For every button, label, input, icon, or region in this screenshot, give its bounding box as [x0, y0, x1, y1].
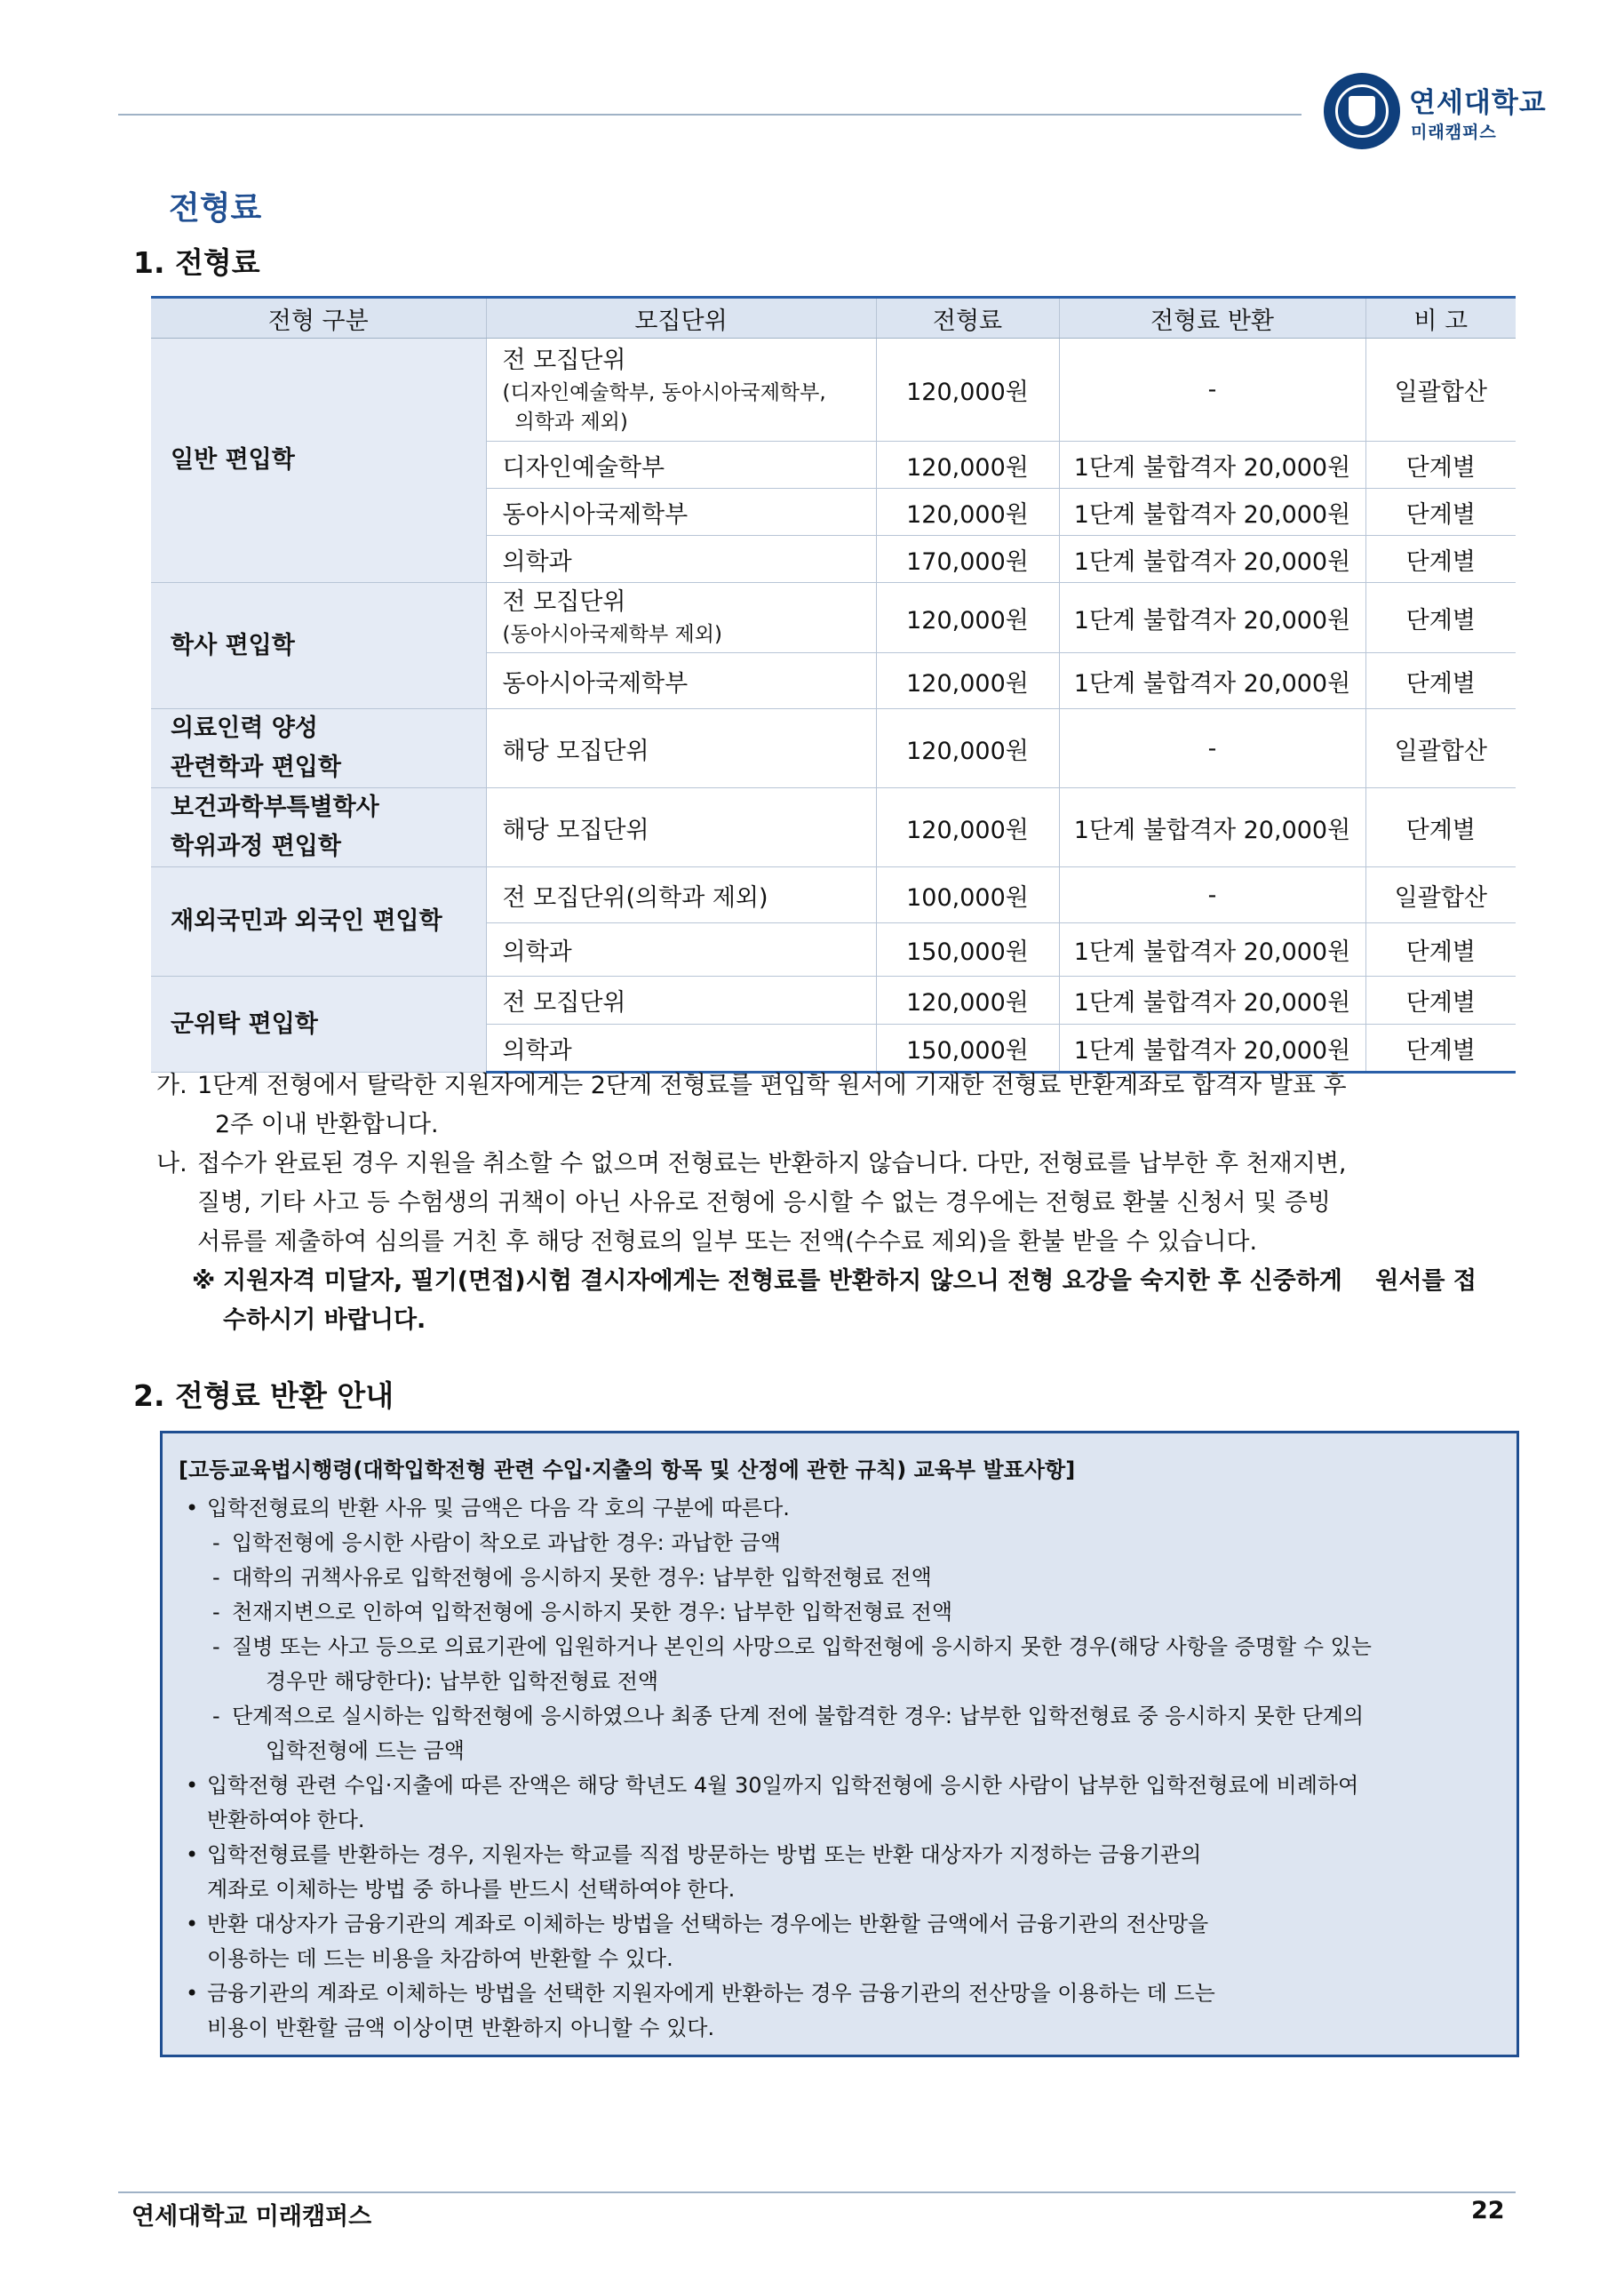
refund-box-title: [고등교육법시행령(대학입학전형 관련 수입·지출의 항목 및 산정에 관한 규칙) 교육부 발표사항] — [179, 1457, 1076, 1482]
table-row — [151, 788, 1516, 867]
unit-cell: 전 모집단위 (동아시아국제학부 제외) — [486, 583, 876, 653]
col-header: 전형 구분 — [151, 298, 486, 339]
note-na — [156, 1145, 1489, 1262]
university-logo — [1324, 73, 1547, 158]
remark-cell: 일괄합산 — [1365, 709, 1516, 788]
col-header: 비 고 — [1365, 298, 1516, 339]
category-cell: 재외국민과 외국인 편입학 — [151, 867, 486, 977]
table-header-row — [151, 298, 1516, 339]
fee-cell: 120,000원 — [876, 653, 1059, 709]
note-text: 2주 이내 반환합니다. — [215, 1111, 439, 1138]
fee-cell: 150,000원 — [876, 923, 1059, 977]
refund-cell: 1단계 불합격자 20,000원 — [1059, 923, 1365, 977]
refund-cell: 1단계 불합격자 20,000원 — [1059, 536, 1365, 583]
page-number: 22 — [1471, 2197, 1505, 2224]
remark-cell: 단계별 — [1365, 583, 1516, 653]
heading-fees: 1. 전형료 — [133, 245, 260, 280]
bullet-item: • 입학전형 관련 수입·지출에 따른 잔액은 해당 학년도 4월 30일까지 입학전형에 응시한 사람이 납부한 입학전형료에 비례하여 반환하여야 한다. — [186, 1773, 1359, 1832]
category-cell: 군위탁 편입학 — [151, 977, 486, 1073]
remark-cell: 일괄합산 — [1365, 339, 1516, 442]
table-row — [151, 867, 1516, 923]
category-cell: 일반 편입학 — [151, 339, 486, 583]
unit-cell: 의학과 — [486, 1025, 876, 1073]
remark-cell: 단계별 — [1365, 788, 1516, 867]
fee-cell: 120,000원 — [876, 339, 1059, 442]
note-text: 서류를 제출하여 심의를 거친 후 해당 전형료의 일부 또는 전액(수수료 제외)을 환불 받을 수 있습니다. — [197, 1228, 1258, 1256]
unit-cell: 의학과 — [486, 923, 876, 977]
unit-cell: 동아시아국제학부 — [486, 489, 876, 536]
logo-name: 연세대학교 — [1409, 87, 1547, 119]
note-text: 질병, 기타 사고 등 수험생의 귀책이 아닌 사유로 전형에 응시할 수 없는 경우에는 전형료 환불 신청서 및 증빙 — [197, 1189, 1332, 1217]
refund-cell: - — [1059, 339, 1365, 442]
dash-item: - 질병 또는 사고 등으로 의료기관에 입원하거나 본인의 사망으로 입학전형에 응시하지 못한 경우(해당 사항을 증명할 수 있는 경우만 해당한다): 납부한 입학전형료 전액 — [212, 1634, 1372, 1694]
category-cell: 의료인력 양성 관련학과 편입학 — [151, 709, 486, 788]
fee-cell: 150,000원 — [876, 1025, 1059, 1073]
remark-cell: 일괄합산 — [1365, 867, 1516, 923]
table-row — [151, 977, 1516, 1025]
category-cell: 보건과학부특별학사 학위과정 편입학 — [151, 788, 486, 867]
bullet-item: • 입학전형료의 반환 사유 및 금액은 다음 각 호의 구분에 따른다. — [186, 1496, 790, 1521]
table-row — [151, 583, 1516, 653]
category-cell: 학사 편입학 — [151, 583, 486, 709]
refund-cell: 1단계 불합격자 20,000원 — [1059, 583, 1365, 653]
table-row — [151, 709, 1516, 788]
fee-table — [151, 296, 1516, 1074]
fee-cell: 100,000원 — [876, 867, 1059, 923]
remark-cell: 단계별 — [1365, 653, 1516, 709]
warning-text: 원서를 접수하시기 바랍니다. — [223, 1267, 1477, 1334]
university-seal-icon — [1324, 73, 1400, 149]
fee-cell: 120,000원 — [876, 583, 1059, 653]
remark-cell: 단계별 — [1365, 977, 1516, 1025]
col-header: 모집단위 — [486, 298, 876, 339]
dash-item: - 천재지변으로 인하여 입학전형에 응시하지 못한 경우: 납부한 입학전형료 전액 — [212, 1600, 953, 1624]
fee-cell: 120,000원 — [876, 442, 1059, 489]
fee-cell: 120,000원 — [876, 788, 1059, 867]
dash-item: - 입학전형에 응시한 사람이 착오로 과납한 경우: 과납한 금액 — [212, 1530, 781, 1555]
unit-cell: 전 모집단위 (디자인예술학부, 동아시아국제학부, 의학과 제외) — [486, 339, 876, 442]
note-text: 접수가 완료된 경우 지원을 취소할 수 없으며 전형료는 반환하지 않습니다. 다만, 전형료를 납부한 후 천재지변, — [197, 1150, 1347, 1177]
unit-cell: 전 모집단위 — [486, 977, 876, 1025]
remark-cell: 단계별 — [1365, 489, 1516, 536]
refund-cell: - — [1059, 709, 1365, 788]
fee-cell: 120,000원 — [876, 977, 1059, 1025]
header-rule — [118, 114, 1302, 116]
refund-cell: 1단계 불합격자 20,000원 — [1059, 653, 1365, 709]
col-header: 전형료 — [876, 298, 1059, 339]
remark-cell: 단계별 — [1365, 1025, 1516, 1073]
note-marker: 나. — [156, 1150, 187, 1177]
refund-cell: 1단계 불합격자 20,000원 — [1059, 489, 1365, 536]
fee-notes — [156, 1066, 1489, 1340]
logo-sub: 미래캠퍼스 — [1411, 123, 1497, 142]
dash-item: - 대학의 귀책사유로 입학전형에 응시하지 못한 경우: 납부한 입학전형료 전액 — [212, 1565, 932, 1590]
warning-note — [156, 1262, 1489, 1340]
refund-cell: 1단계 불합격자 20,000원 — [1059, 1025, 1365, 1073]
dash-item: - 단계적으로 실시하는 입학전형에 응시하였으나 최종 단계 전에 불합격한 경우: 납부한 입학전형료 중 응시하지 못한 단계의 입학전형에 드는 금액 — [212, 1704, 1365, 1763]
unit-cell: 동아시아국제학부 — [486, 653, 876, 709]
bullet-item: • 반환 대상자가 금융기관의 계좌로 이체하는 방법을 선택하는 경우에는 반환할 금액에서 금융기관의 전산망을 이용하는 데 드는 비용을 차감하여 반환할 수 있다. — [186, 1912, 1209, 1971]
footer-university: 연세대학교 미래캠퍼스 — [131, 2203, 372, 2231]
unit-cell: 전 모집단위(의학과 제외) — [486, 867, 876, 923]
refund-cell: - — [1059, 867, 1365, 923]
warning-text: 지원자격 미달자, 필기(면접)시험 결시자에게는 전형료를 반환하지 않으니 전형 요강을 숙지한 후 신중하게 — [223, 1267, 1342, 1295]
fee-cell: 120,000원 — [876, 489, 1059, 536]
note-marker: 가. — [156, 1072, 187, 1099]
fee-cell: 120,000원 — [876, 709, 1059, 788]
remark-cell: 단계별 — [1365, 923, 1516, 977]
section-title: 전형료 — [169, 190, 262, 227]
unit-cell: 디자인예술학부 — [486, 442, 876, 489]
fee-cell: 170,000원 — [876, 536, 1059, 583]
col-header: 전형료 반환 — [1059, 298, 1365, 339]
footer-rule — [118, 2191, 1516, 2193]
unit-cell: 해당 모집단위 — [486, 788, 876, 867]
refund-guide-box — [160, 1431, 1519, 2057]
warning-marker: ※ — [192, 1267, 216, 1295]
bullet-item: • 입학전형료를 반환하는 경우, 지원자는 학교를 직접 방문하는 방법 또는 반환 대상자가 지정하는 금융기관의 계좌로 이체하는 방법 중 하나를 반드시 선택하여야 한다. — [186, 1842, 1202, 1902]
refund-cell: 1단계 불합격자 20,000원 — [1059, 788, 1365, 867]
table-row — [151, 339, 1516, 442]
refund-cell: 1단계 불합격자 20,000원 — [1059, 442, 1365, 489]
note-text: 1단계 전형에서 탈락한 지원자에게는 2단계 전형료를 편입학 원서에 기재한 전형료 반환계좌로 합격자 발표 후 — [197, 1072, 1347, 1099]
remark-cell: 단계별 — [1365, 536, 1516, 583]
remark-cell: 단계별 — [1365, 442, 1516, 489]
bullet-item: • 금융기관의 계좌로 이체하는 방법을 선택한 지원자에게 반환하는 경우 금융기관의 전산망을 이용하는 데 드는 비용이 반환할 금액 이상이면 반환하지 아니할 수 있다. — [186, 1981, 1215, 2040]
refund-cell: 1단계 불합격자 20,000원 — [1059, 977, 1365, 1025]
note-ga — [156, 1066, 1489, 1145]
unit-cell: 해당 모집단위 — [486, 709, 876, 788]
unit-cell: 의학과 — [486, 536, 876, 583]
heading-refund: 2. 전형료 반환 안내 — [133, 1378, 394, 1413]
